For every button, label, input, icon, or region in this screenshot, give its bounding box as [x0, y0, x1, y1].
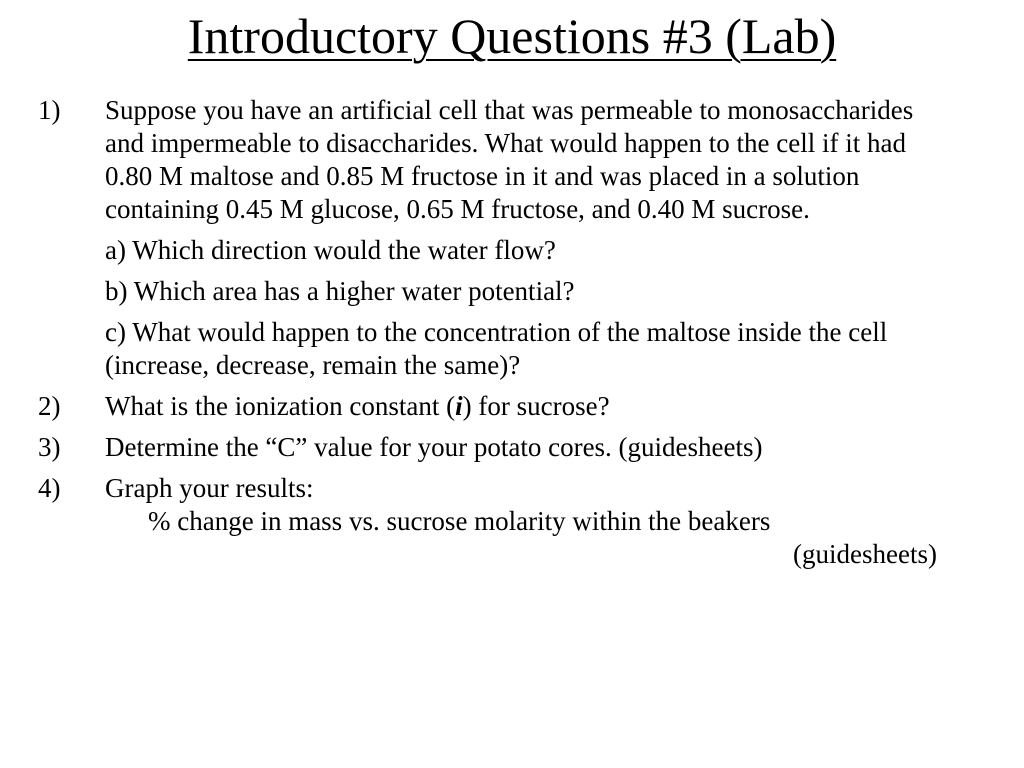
- slide-title-text: Introductory Questions #3 (Lab): [187, 8, 837, 64]
- question-4-detail: % change in mass vs. sucrose molarity within the beakers: [148, 506, 771, 536]
- question-list: [0, 94, 1024, 571]
- question-2: [0, 390, 950, 423]
- question-1-part-c: c) What would happen to the concentration of the maltose inside the cell (increase, decrease, remain the same)?: [105, 317, 888, 380]
- question-4-text: Graph your results:: [105, 473, 314, 503]
- slide-title: [0, 4, 1024, 68]
- question-1-text: Suppose you have an artificial cell that was permeable to monosaccharides and impermeable to disaccharides. What would happen to the cell if it had 0.80 M maltose and 0.85 M fructose in it and was placed in a solution containing 0.45 M glucose, 0.65 M fructose, and 0.40 M sucrose.: [105, 95, 914, 224]
- question-1-part-a: a) Which direction would the water flow?: [105, 235, 556, 265]
- question-3-number: 3): [38, 432, 61, 462]
- question-2-text-before: What is the ionization constant (: [105, 391, 456, 421]
- question-1-number: 1): [38, 95, 61, 125]
- question-1: [0, 94, 950, 226]
- question-4-note: (guidesheets): [793, 539, 937, 569]
- question-3: [0, 431, 950, 464]
- question-2-text-after: ) for sucrose?: [462, 391, 610, 421]
- question-1-part-b: b) Which area has a higher water potential?: [105, 276, 575, 306]
- question-3-text: Determine the “C” value for your potato cores. (guidesheets): [105, 432, 763, 462]
- question-2-number: 2): [38, 391, 61, 421]
- question-4-number: 4): [38, 473, 61, 503]
- question-4: [0, 472, 950, 505]
- question-2-italic-symbol: i: [455, 391, 463, 421]
